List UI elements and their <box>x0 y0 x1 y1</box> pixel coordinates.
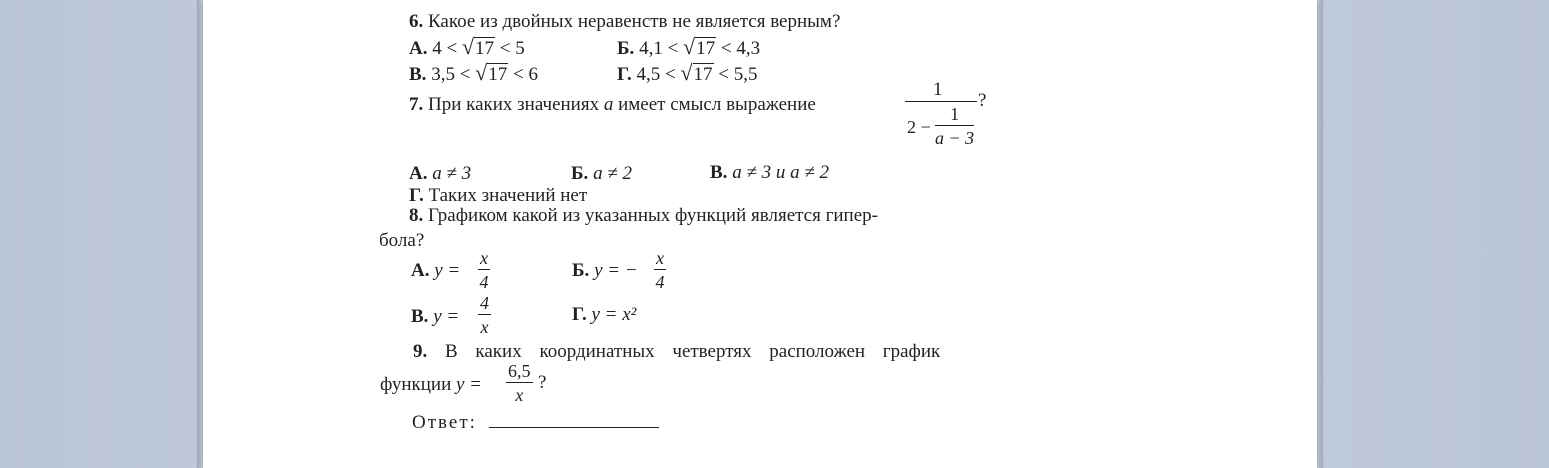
q7-expr-inner-num: 1 <box>950 104 960 124</box>
question-9-line2 <box>380 375 482 394</box>
q7-expr-whole: 2 − <box>907 117 931 137</box>
q8-option-b-label: Б. y = − <box>572 260 638 281</box>
q7-option-v-text: a ≠ 3 и a ≠ 2 <box>732 162 830 183</box>
q7-option-b-text: a ≠ 2 <box>593 163 632 184</box>
document-page <box>203 0 1317 468</box>
answer-label: Ответ: <box>412 412 477 433</box>
q6-option-b <box>617 36 760 58</box>
question-8-text-line1: Графиком какой из указанных функций является гипер- <box>428 205 878 226</box>
q6-option-g-left: 4,5 < <box>636 64 676 85</box>
q8-option-b-lhs: y = − <box>594 260 638 281</box>
q7-option-b <box>571 164 632 183</box>
q7-expr-inner-fraction <box>935 105 974 147</box>
q7-expr-numerator: 1 <box>933 79 943 100</box>
question-6-number: 6. <box>409 11 424 32</box>
question-9-fraction: 6,5 x <box>508 361 531 405</box>
question-7-heading <box>409 95 816 114</box>
q6-option-v-right: < 6 <box>512 64 538 85</box>
q6-option-v <box>409 62 538 84</box>
question-7-number: 7. <box>409 94 424 115</box>
q8-option-v-label: В. y = <box>411 306 460 327</box>
q6-option-g <box>617 62 757 84</box>
question-7-text-after: имеет смысл выражение <box>618 94 816 115</box>
q6-option-g-right: < 5,5 <box>718 64 758 85</box>
question-7-variable: a <box>603 94 614 115</box>
q7-option-b-label: Б. <box>571 163 589 184</box>
q8-option-a-fraction: x 4 <box>479 248 489 292</box>
question-9-text-line1: В каких координатных четвертях расположен график <box>445 341 941 362</box>
q8-option-a-label: А. y = <box>411 260 461 281</box>
q6-option-a-label: А. <box>409 38 428 59</box>
question-8-number: 8. <box>409 205 424 226</box>
q8-option-v-lhs: y = <box>433 306 460 327</box>
sqrt-symbol: √17 <box>680 60 713 85</box>
q7-option-v <box>710 163 829 182</box>
q6-option-g-label: Г. <box>617 64 632 85</box>
sqrt-symbol: √17 <box>475 60 508 85</box>
q6-option-v-left: 3,5 < <box>431 64 471 85</box>
question-6-text: Какое из двойных неравенств не является верным? <box>428 11 841 32</box>
q7-option-a-text: a ≠ 3 <box>432 163 472 184</box>
q7-expr-inner-den: a − 3 <box>935 128 975 148</box>
question-9-heading <box>413 342 940 361</box>
question-8-text-line2: бола? <box>379 230 425 251</box>
q7-expr-main-bar <box>905 101 977 102</box>
q7-option-g-text: Таких значений нет <box>428 185 588 206</box>
q6-option-b-label: Б. <box>617 38 635 59</box>
q8-option-b-fraction: x 4 <box>655 248 665 292</box>
q6-option-a <box>409 36 525 58</box>
sqrt-symbol: √17 <box>461 34 495 59</box>
question-9-lhs: y = <box>456 374 483 395</box>
q8-option-g: Г. y = x² <box>572 304 637 325</box>
q7-expr-qmark: ? <box>978 90 987 111</box>
q7-option-a-label: А. <box>409 163 428 184</box>
sqrt-symbol: √17 <box>683 34 716 59</box>
q7-option-v-label: В. <box>710 162 728 183</box>
q6-option-a-right: < 5 <box>499 38 525 59</box>
q6-option-a-left: 4 < <box>432 38 458 59</box>
question-9-qmark: ? <box>538 372 547 393</box>
q8-option-a-lhs: y = <box>434 260 461 281</box>
q7-option-g <box>409 186 587 205</box>
q6-option-b-right: < 4,3 <box>720 38 761 59</box>
answer-line[interactable] <box>489 426 659 428</box>
question-9-number: 9. <box>413 341 428 362</box>
question-8-heading <box>409 206 878 225</box>
q7-option-a <box>409 164 471 183</box>
q8-option-v-fraction: 4 x <box>480 293 489 337</box>
question-7-text-before: При каких значениях <box>428 94 600 115</box>
q6-option-b-left: 4,1 < <box>639 38 679 59</box>
q8-option-g-lhs: y = x² <box>591 304 637 325</box>
q6-option-v-label: В. <box>409 64 427 85</box>
sheet-shadow-right <box>1317 0 1323 468</box>
question-6-heading <box>409 12 840 31</box>
q7-option-g-label: Г. <box>409 185 424 206</box>
question-9-prefix: функции <box>380 374 452 395</box>
